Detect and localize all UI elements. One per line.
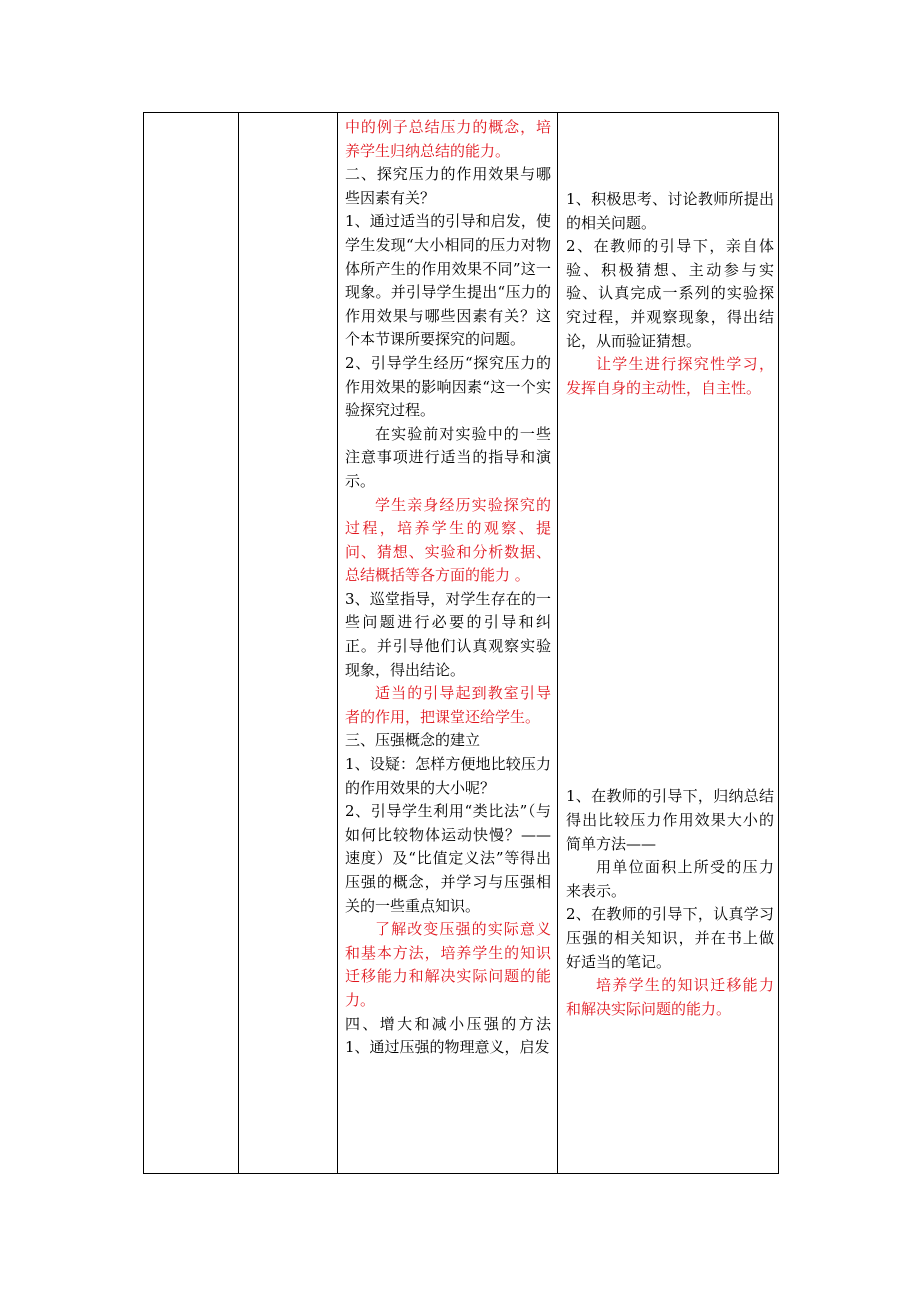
student-activity-cell [558, 113, 779, 1174]
lesson-plan-table [143, 112, 779, 1174]
paragraph: 2、在教师的引导下，认真学习压强的相关知识，并在书上做好适当的笔记。 [566, 905, 774, 971]
spacer [566, 400, 774, 785]
student-activity-text [558, 113, 778, 1021]
paragraph: 了解改变压强的实际意义和基本方法，培养学生的知识迁移能力和解决实际问题的能力。 [345, 920, 551, 1009]
stage-cell [144, 113, 239, 1174]
paragraph: 2、在教师的引导下，亲自体验、积极猜想、主动参与实验、认真完成一系列的实验探究过程，并观察现象，得出结论，从而验证猜想。 [566, 237, 774, 350]
paragraph: 1、在教师的引导下，归纳总结得出比较压力作用效果大小的简单方法—— [566, 787, 774, 853]
table-row [144, 113, 779, 1174]
time-cell [239, 113, 338, 1174]
paragraph: 1、通过适当的引导和启发，使学生发现“大小相同的压力对物体所产生的作用效果不同”这一现象。并引导学生提出“压力的作用效果与哪些因素有关？这个本节课所要探究的问题。 [345, 212, 551, 349]
paragraph: 中的例子总结压力的概念，培养学生归纳总结的能力。 [345, 118, 551, 160]
paragraph: 在实验前对实验中的一些注意事项进行适当的指导和演示。 [345, 424, 551, 490]
paragraph: 用单位面积上所受的压力来表示。 [566, 858, 774, 900]
student-activity-group-1 [566, 188, 774, 400]
spacer [566, 116, 774, 188]
paragraph: 2、引导学生经历“探究压力的作用效果的影响因素“这一个实验探究过程。 [345, 353, 551, 420]
paragraph: 培养学生的知识迁移能力和解决实际问题的能力。 [566, 976, 774, 1018]
teacher-activity-text [338, 113, 557, 1060]
paragraph: 学生亲身经历实验探究的过程，培养学生的观察、提问、猜想、实验和分析数据、总结概括等各方面的能力 。 [345, 495, 551, 585]
teacher-activity-cell [338, 113, 558, 1174]
paragraph: 3、巡堂指导，对学生存在的一些问题进行必要的引导和纠正。并引导他们认真观察实验现象，得出结论。 [345, 589, 551, 679]
paragraph: 1、积极思考、讨论教师所提出的相关问题。 [566, 190, 774, 232]
paragraph: 让学生进行探究性学习，发挥自身的主动性，自主性。 [566, 355, 774, 397]
paragraph: 1、设疑：怎样方便地比较压力的作用效果的大小呢？ [345, 755, 551, 797]
student-activity-group-2 [566, 785, 774, 1021]
paragraph: 四、增大和减小压强的方法 1、通过压强的物理意义，启发 [345, 1014, 551, 1057]
paragraph: 二、探究压力的作用效果与哪些因素有关？ [345, 165, 551, 207]
paragraph: 适当的引导起到教室引导者的作用，把课堂还给学生。 [345, 684, 551, 726]
paragraph: 2、引导学生利用“类比法”（与如何比较物体运动快慢？——速度）及“比值定义法”等得出压强的概念，并学习与压强相关的一些重点知识。 [345, 802, 551, 915]
paragraph: 三、压强概念的建立 [345, 731, 481, 750]
